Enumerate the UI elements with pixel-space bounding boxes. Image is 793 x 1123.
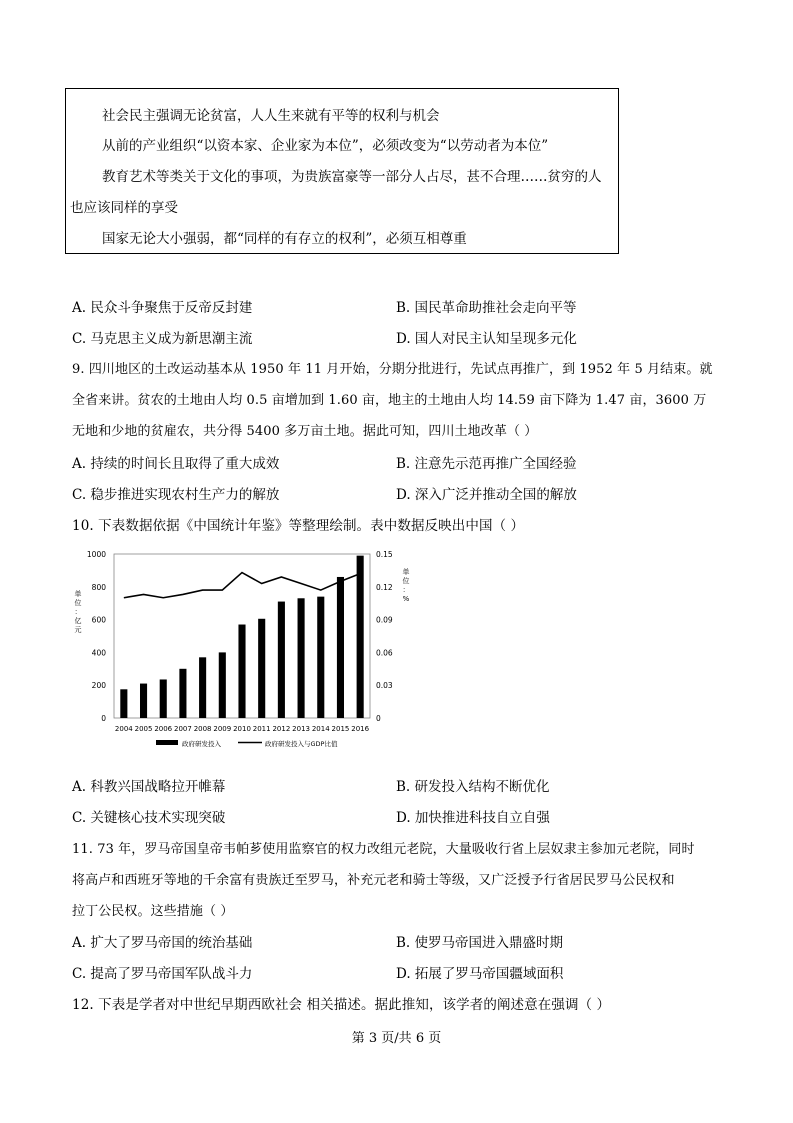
quote-line: 社会民主强调无论贫富，人人生来就有平等的权利与机会 — [102, 108, 440, 124]
q11-option-b[interactable]: B. 使罗马帝国进入鼎盛时期 — [396, 935, 564, 951]
q9-option-b[interactable]: B. 注意先示范再推广全国经验 — [396, 456, 577, 472]
q9-stem-line: 无地和少地的贫雇农，共分得 5400 多万亩土地。据此可知，四川土地改革（ ） — [72, 424, 538, 439]
x-tick-label: 2012 — [272, 725, 291, 733]
x-tick-label: 2004 — [114, 725, 133, 733]
y-axis-label-char: 位 — [74, 599, 82, 607]
q8-option-b[interactable]: B. 国民革命助推社会走向平等 — [396, 300, 577, 316]
y-axis-label-char: 亿 — [74, 617, 82, 625]
y-tick-label: 0 — [101, 714, 106, 723]
x-tick-label: 2011 — [252, 725, 271, 733]
x-tick-label: 2009 — [213, 725, 232, 733]
q11-option-d[interactable]: D. 拓展了罗马帝国疆域面积 — [396, 966, 564, 982]
y-axis-label — [75, 589, 82, 634]
y-tick-label: 200 — [91, 681, 106, 691]
q8-option-a[interactable]: A. 民众斗争聚焦于反帝反封建 — [72, 300, 253, 316]
bar — [238, 625, 245, 718]
q10-option-b[interactable]: B. 研发投入结构不断优化 — [396, 779, 550, 795]
quote-box — [65, 88, 619, 254]
x-tick-label: 2014 — [311, 725, 330, 733]
q10-option-c[interactable]: C. 关键核心技术实现突破 — [72, 810, 226, 826]
y2-axis-label-char: % — [402, 595, 410, 603]
y2-axis-label-char: ： — [402, 586, 410, 594]
q12-stem: 12. 下表是学者对中世纪早期西欧社会 相关描述。据此推知，该学者的阐述意在强调（ ） — [72, 997, 611, 1013]
legend-bar-swatch — [156, 740, 178, 745]
y2-tick-label: 0 — [376, 714, 381, 723]
q11-option-c[interactable]: C. 提高了罗马帝国军队战斗力 — [72, 966, 253, 982]
page-footer: 第 3 页/共 6 页 — [351, 1031, 442, 1046]
y2-tick-label: 0.03 — [376, 681, 393, 691]
x-tick-label: 2016 — [351, 725, 370, 733]
x-tick-label: 2010 — [233, 725, 251, 733]
q9-option-a[interactable]: A. 持续的时间长且取得了重大成效 — [72, 456, 280, 472]
y2-axis-label-char: 位 — [402, 577, 410, 585]
bar — [298, 598, 305, 718]
q11-stem-line: 11. 73 年，罗马帝国皇帝韦帕芗使用监察官的权力改组元老院，大量吸收行省上层奴隶主参加元老院，同时 — [72, 842, 695, 857]
bar — [140, 684, 147, 718]
q11-option-a[interactable]: A. 扩大了罗马帝国的统治基础 — [72, 935, 253, 951]
y2-axis-label-char: 单 — [402, 568, 410, 576]
y-axis-label-char: 单 — [74, 590, 82, 598]
y2-tick-label: 0.09 — [376, 615, 393, 625]
q8-option-c[interactable]: C. 马克思主义成为新思潮主流 — [72, 331, 253, 347]
bar — [278, 602, 285, 718]
q9-option-d[interactable]: D. 深入广泛并推动全国的解放 — [396, 487, 577, 503]
q9-stem-line: 9. 四川地区的土改运动基本从 1950 年 11 月开始，分期分批进行，先试点再推广，到 1952 年 5 月结束。就 — [72, 362, 713, 377]
x-tick-label: 2005 — [134, 725, 153, 733]
x-tick-label: 2015 — [331, 725, 350, 733]
bar — [317, 597, 324, 718]
quote-line: 也应该同样的享受 — [70, 200, 178, 216]
quote-line: 国家无论大小强弱，都“同样的有存立的权利”，必须互相尊重 — [102, 231, 467, 247]
bar — [120, 689, 127, 718]
quote-line: 教育艺术等类关于文化的事项，为贵族富豪等一部分人占尽，甚不合理……贫穷的人 — [102, 169, 602, 185]
y-tick-label: 400 — [91, 648, 106, 658]
bar — [179, 669, 186, 718]
y-axis-label-char: 元 — [74, 626, 82, 634]
bar — [258, 619, 265, 718]
y-axis-label-char: ： — [74, 608, 82, 616]
quote-line: 从前的产业组织“以资本家、企业家为本位”，必须改变为“以劳动者为本位” — [102, 138, 549, 154]
bar — [219, 652, 226, 718]
x-tick-label: 2008 — [193, 725, 212, 733]
bar — [357, 556, 364, 718]
y2-tick-label: 0.06 — [376, 648, 393, 658]
y2-tick-label: 0.15 — [376, 550, 393, 559]
q9-option-c[interactable]: C. 稳步推进实现农村生产力的解放 — [72, 487, 280, 503]
legend — [156, 739, 338, 748]
x-tick-label: 2013 — [292, 725, 310, 733]
ratio-line — [124, 573, 360, 598]
x-tick-label: 2006 — [154, 725, 173, 733]
y-tick-label: 800 — [91, 582, 106, 592]
bar — [160, 679, 167, 718]
legend-bar-label: 政府研发投入 — [182, 740, 221, 748]
q10-option-d[interactable]: D. 加快推进科技自立自强 — [396, 810, 550, 826]
y-tick-label: 600 — [91, 615, 106, 625]
legend-line-label: 政府研发投入与GDP比值 — [265, 740, 338, 748]
q11-stem-line: 拉丁公民权。这些措施（ ） — [72, 904, 234, 919]
q11-stem-line: 将高卢和西班牙等地的千余富有贵族迁至罗马，补充元老和骑士等级，又广泛授予行省居民罗马公民权和 — [72, 873, 675, 888]
q8-option-d[interactable]: D. 国人对民主认知呈现多元化 — [396, 331, 577, 347]
bar — [199, 657, 206, 718]
q10-option-a[interactable]: A. 科教兴国战略拉开帷幕 — [72, 779, 226, 795]
q10-stem: 10. 下表数据依据《中国统计年鉴》等整理绘制。表中数据反映出中国（ ） — [72, 518, 525, 534]
q9-stem-line: 全省来讲。贫农的土地由人均 0.5 亩增加到 1.60 亩，地主的土地由人均 14.59 亩下降为 1.47 亩，3600 万 — [72, 393, 707, 408]
y2-axis-label — [403, 567, 410, 603]
y2-tick-label: 0.12 — [376, 582, 393, 592]
bar — [337, 577, 344, 718]
y-tick-label: 1000 — [86, 550, 106, 559]
rd-chart — [68, 544, 418, 754]
x-tick-label: 2007 — [174, 725, 192, 733]
